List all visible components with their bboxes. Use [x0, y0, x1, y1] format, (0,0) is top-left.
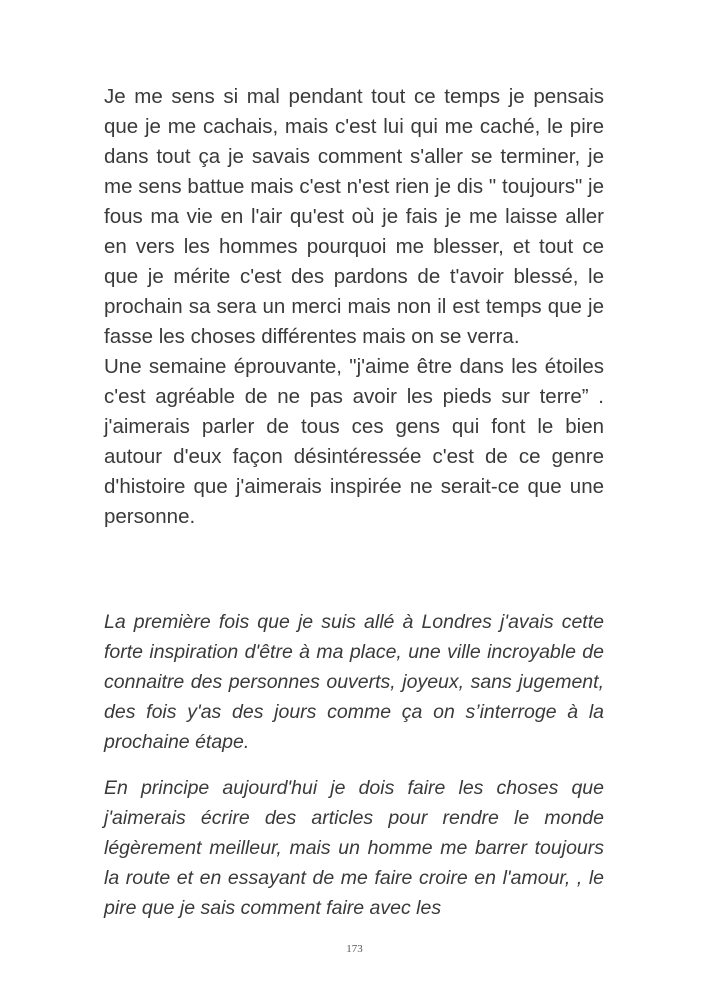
- body-text-italic-1: [104, 607, 604, 757]
- body-text-regular: [104, 82, 604, 532]
- body-text-italic-2: [104, 773, 604, 923]
- paragraph-2: Une semaine éprouvante, "j'aime être dans les étoiles c'est agréable de ne pas avoir les pieds sur terre” . j'aimerais parler de tous ces gens qui font le bien autour d'eux façon désintéressée c'est de ce genre d'histoire que j'aimerais inspirée ne serait-ce que une personne.: [104, 355, 604, 528]
- page-number: 173: [346, 943, 363, 955]
- italic-paragraph-1: La première fois que je suis allé à Londres j'avais cette forte inspiration d'être à ma place, une ville incroyable de connaitre des personnes ouverts, joyeux, sans jugement, des fois y'as des jours comme ça on s’interroge à la prochaine étape.: [104, 611, 604, 753]
- italic-paragraph-2: En principe aujourd'hui je dois faire les choses que j'aimerais écrire des articles pour rendre le monde légèrement meilleur, mais un homme me barrer toujours la route et en essayant de me faire croire en l'amour, , le pire que je sais comment faire avec les: [104, 777, 604, 919]
- paragraph-1: Je me sens si mal pendant tout ce temps je pensais que je me cachais, mais c'est lui qui me caché, le pire dans tout ça je savais comment s'aller se terminer, je me sens battue mais c'est n'est rien je dis " toujours" je fous ma vie en l'air qu'est où je fais je me laisse aller en vers les hommes pourquoi me blesser, et tout ce que je mérite c'est des pardons de t'avoir blessé, le prochain sa sera un merci mais non il est temps que je fasse les choses différentes mais on se verra.: [104, 85, 604, 348]
